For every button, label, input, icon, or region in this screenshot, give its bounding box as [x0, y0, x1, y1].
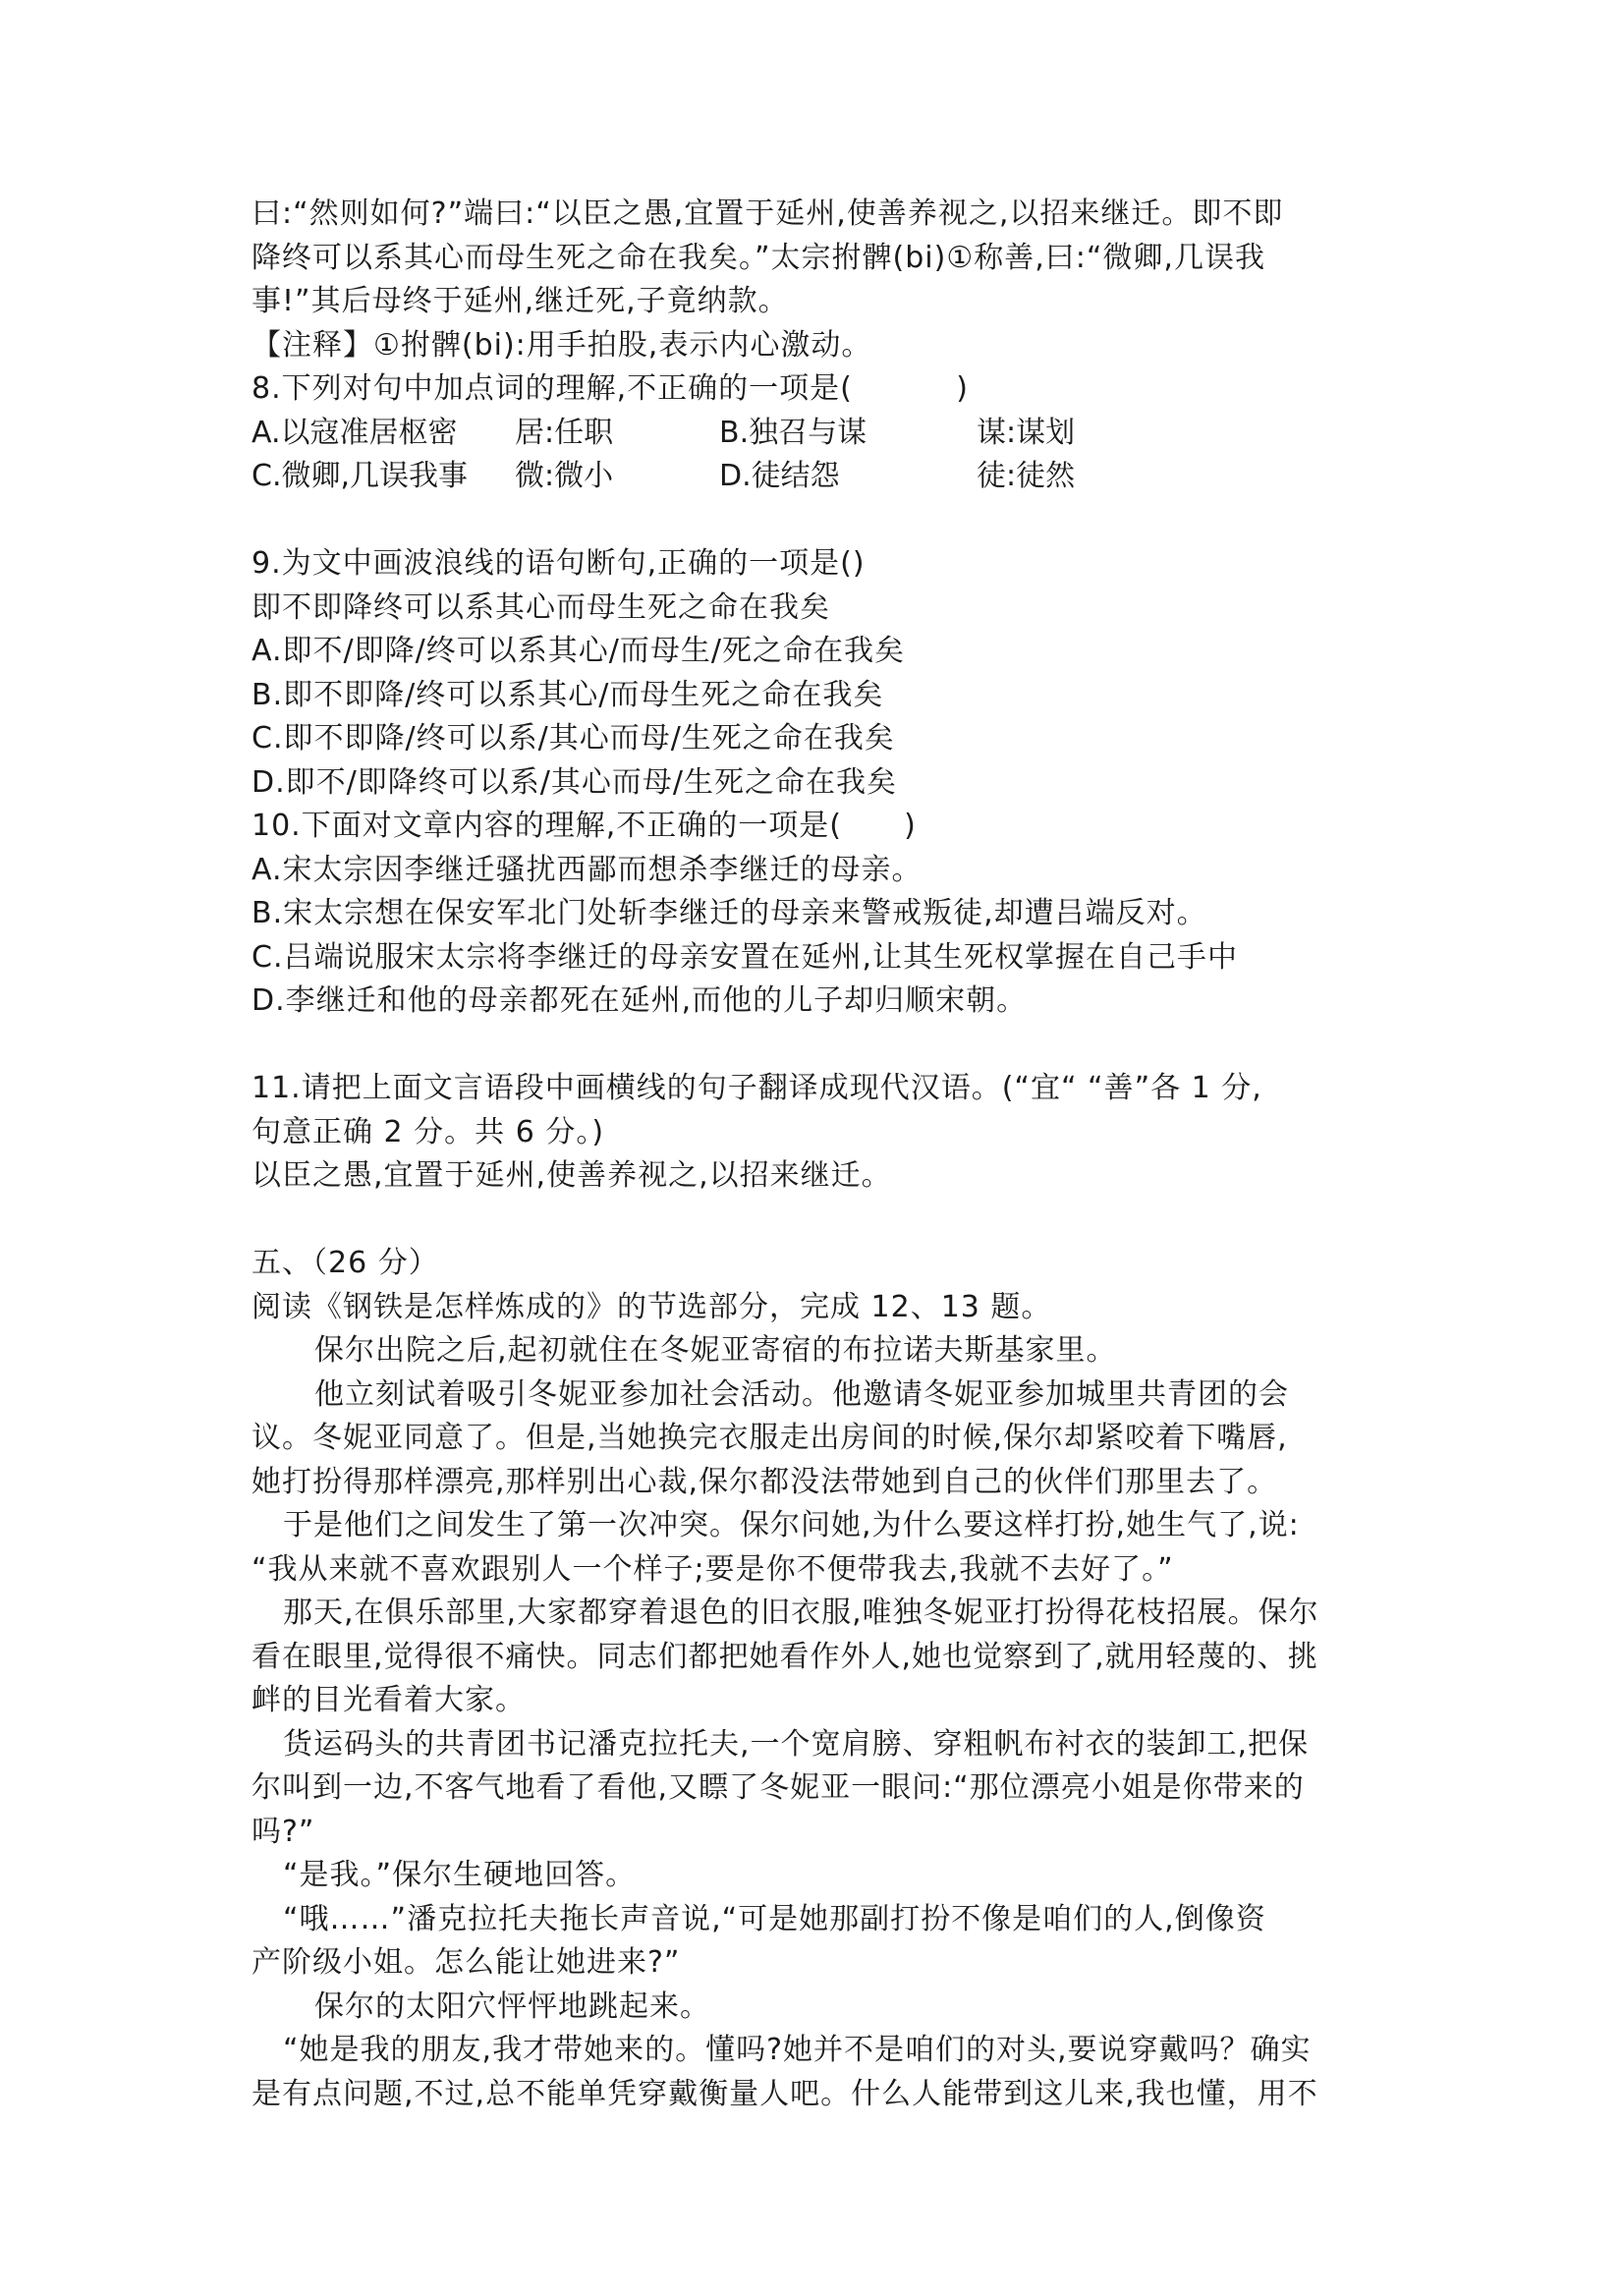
passage-line: “哦……”潘克拉托夫拖长声音说,“可是她那副打扮不像是咱们的人,倒像资 [283, 1901, 1266, 1936]
passage-line: 保尔出院之后,起初就住在冬妮亚寄宿的布拉诺夫斯基家里。 [314, 1333, 1117, 1368]
passage-line: 于是他们之间发生了第一次冲突。保尔问她,为什么要这样打扮,她生气了,说: [283, 1508, 1300, 1542]
passage-line: 议。冬妮亚同意了。但是,当她换完衣服走出房间的时候,保尔却紧咬着下嘴唇, [252, 1421, 1288, 1455]
document-page [252, 193, 1391, 2116]
passage-line: 看在眼里,觉得很不痛快。同志们都把她看作外人,她也觉察到了,就用轻蔑的、挑 [252, 1639, 1318, 1674]
question-8-stem: 8.下列对句中加点词的理解,不正确的一项是( ) [252, 371, 969, 406]
passage-line: 事!”其后母终于延州,继迁死,子竟纳款。 [252, 284, 789, 318]
passage-line: 降终可以系其心而母生死之命在我矣。”太宗拊髀(bi)①称善,曰:“微卿,几误我 [252, 240, 1265, 275]
question-9-option-c: C.即不即降/终可以系/其心而母/生死之命在我矣 [252, 721, 895, 756]
option-c-meaning: 微:微小 [515, 459, 614, 493]
option-a-meaning: 居:任职 [515, 415, 614, 450]
question-10-option-a: A.宋太宗因李继迁骚扰西鄙而想杀李继迁的母亲。 [252, 852, 923, 887]
question-8-options-row [252, 412, 1391, 456]
passage-line: 货运码头的共青团书记潘克拉托夫,一个宽肩膀、穿粗帆布衬衣的装卸工,把保 [283, 1726, 1310, 1762]
passage-line: 那天,在俱乐部里,大家都穿着退色的旧衣服,唯独冬妮亚打扮得花枝招展。保尔 [283, 1596, 1319, 1630]
question-9-stem: 9.为文中画波浪线的语句断句,正确的一项是() [252, 546, 866, 581]
passage-line: 曰:“然则如何?”端曰:“以臣之愚,宜置于延州,使善养视之,以招来继迁。即不即 [252, 196, 1284, 231]
annotation-note: 【注释】①拊髀(bi):用手拍股,表示内心激动。 [252, 327, 872, 363]
passage-line: 她打扮得那样漂亮,那样别出心裁,保尔都没法带她到自己的伙伴们那里去了。 [252, 1464, 1278, 1499]
question-9-option-a: A.即不/即降/终可以系其心/而母生/死之命在我矣 [252, 634, 905, 668]
passage-line: 是有点问题,不过,总不能单凭穿戴衡量人吧。什么人能带到这儿来,我也懂，用不 [252, 2076, 1318, 2111]
section-heading: 五、（26 分） [252, 1246, 439, 1280]
passage-line: 他立刻试着吸引冬妮亚参加社会活动。他邀请冬妮亚参加城里共青团的会 [314, 1376, 1289, 1412]
question-9-sentence: 即不即降终可以系其心而母生死之命在我矣 [252, 589, 830, 625]
option-b-meaning: 谋:谋划 [977, 415, 1076, 450]
option-d: D.徒结怨 [719, 459, 840, 493]
option-b: B.独召与谋 [719, 415, 867, 450]
passage-line: “是我。”保尔生硬地回答。 [283, 1858, 637, 1892]
question-11-stem: 11.请把上面文言语段中画横线的句子翻译成现代汉语。(“宜“ “善”各 1 分, [252, 1071, 1262, 1105]
option-c: C.微卿,几误我事 [252, 459, 469, 493]
question-11-sentence: 以臣之愚,宜置于延州,使善养视之,以招来继迁。 [252, 1158, 892, 1193]
question-8-options-row [252, 455, 1391, 499]
question-10-stem: 10.下面对文章内容的理解,不正确的一项是( ) [252, 809, 917, 843]
reading-passage [252, 1329, 1391, 2116]
passage-line: “她是我的朋友,我才带她来的。懂吗?她并不是咱们的对头,要说穿戴吗？确实 [283, 2033, 1312, 2067]
question-9-option-b: B.即不即降/终可以系其心/而母生死之命在我矣 [252, 677, 884, 712]
section-intro: 阅读《钢铁是怎样炼成的》的节选部分，完成 12、13 题。 [252, 1289, 1052, 1324]
option-a: A.以寇准居枢密 [252, 415, 458, 450]
question-10-option-d: D.李继迁和他的母亲都死在延州,而他的儿子却归顺宋朝。 [252, 983, 1028, 1018]
passage-line: “我从来就不喜欢跟别人一个样子;要是你不便带我去,我就不去好了。” [252, 1551, 1174, 1587]
passage-line: 尔叫到一边,不客气地看了看他,又瞟了冬妮亚一眼问:“那位漂亮小姐是你带来的 [252, 1770, 1305, 1805]
question-10-option-b: B.宋太宗想在保安军北门处斩李继迁的母亲来警戒叛徒,却遭吕端反对。 [252, 896, 1207, 930]
passage-line: 衅的目光看着大家。 [252, 1683, 526, 1717]
question-10-option-c: C.吕端说服宋太宗将李继迁的母亲安置在延州,让其生死权掌握在自己手中 [252, 939, 1239, 975]
question-11-stem: 句意正确 2 分。共 6 分。) [252, 1114, 605, 1149]
option-d-meaning: 徒:徒然 [977, 459, 1076, 493]
question-9-option-d: D.即不/即降终可以系/其心而母/生死之命在我矣 [252, 764, 897, 800]
passage-line: 产阶级小姐。怎么能让她进来?” [252, 1945, 681, 1980]
passage-line: 保尔的太阳穴怦怦地跳起来。 [314, 1988, 710, 2024]
passage-line: 吗?” [252, 1814, 315, 1849]
